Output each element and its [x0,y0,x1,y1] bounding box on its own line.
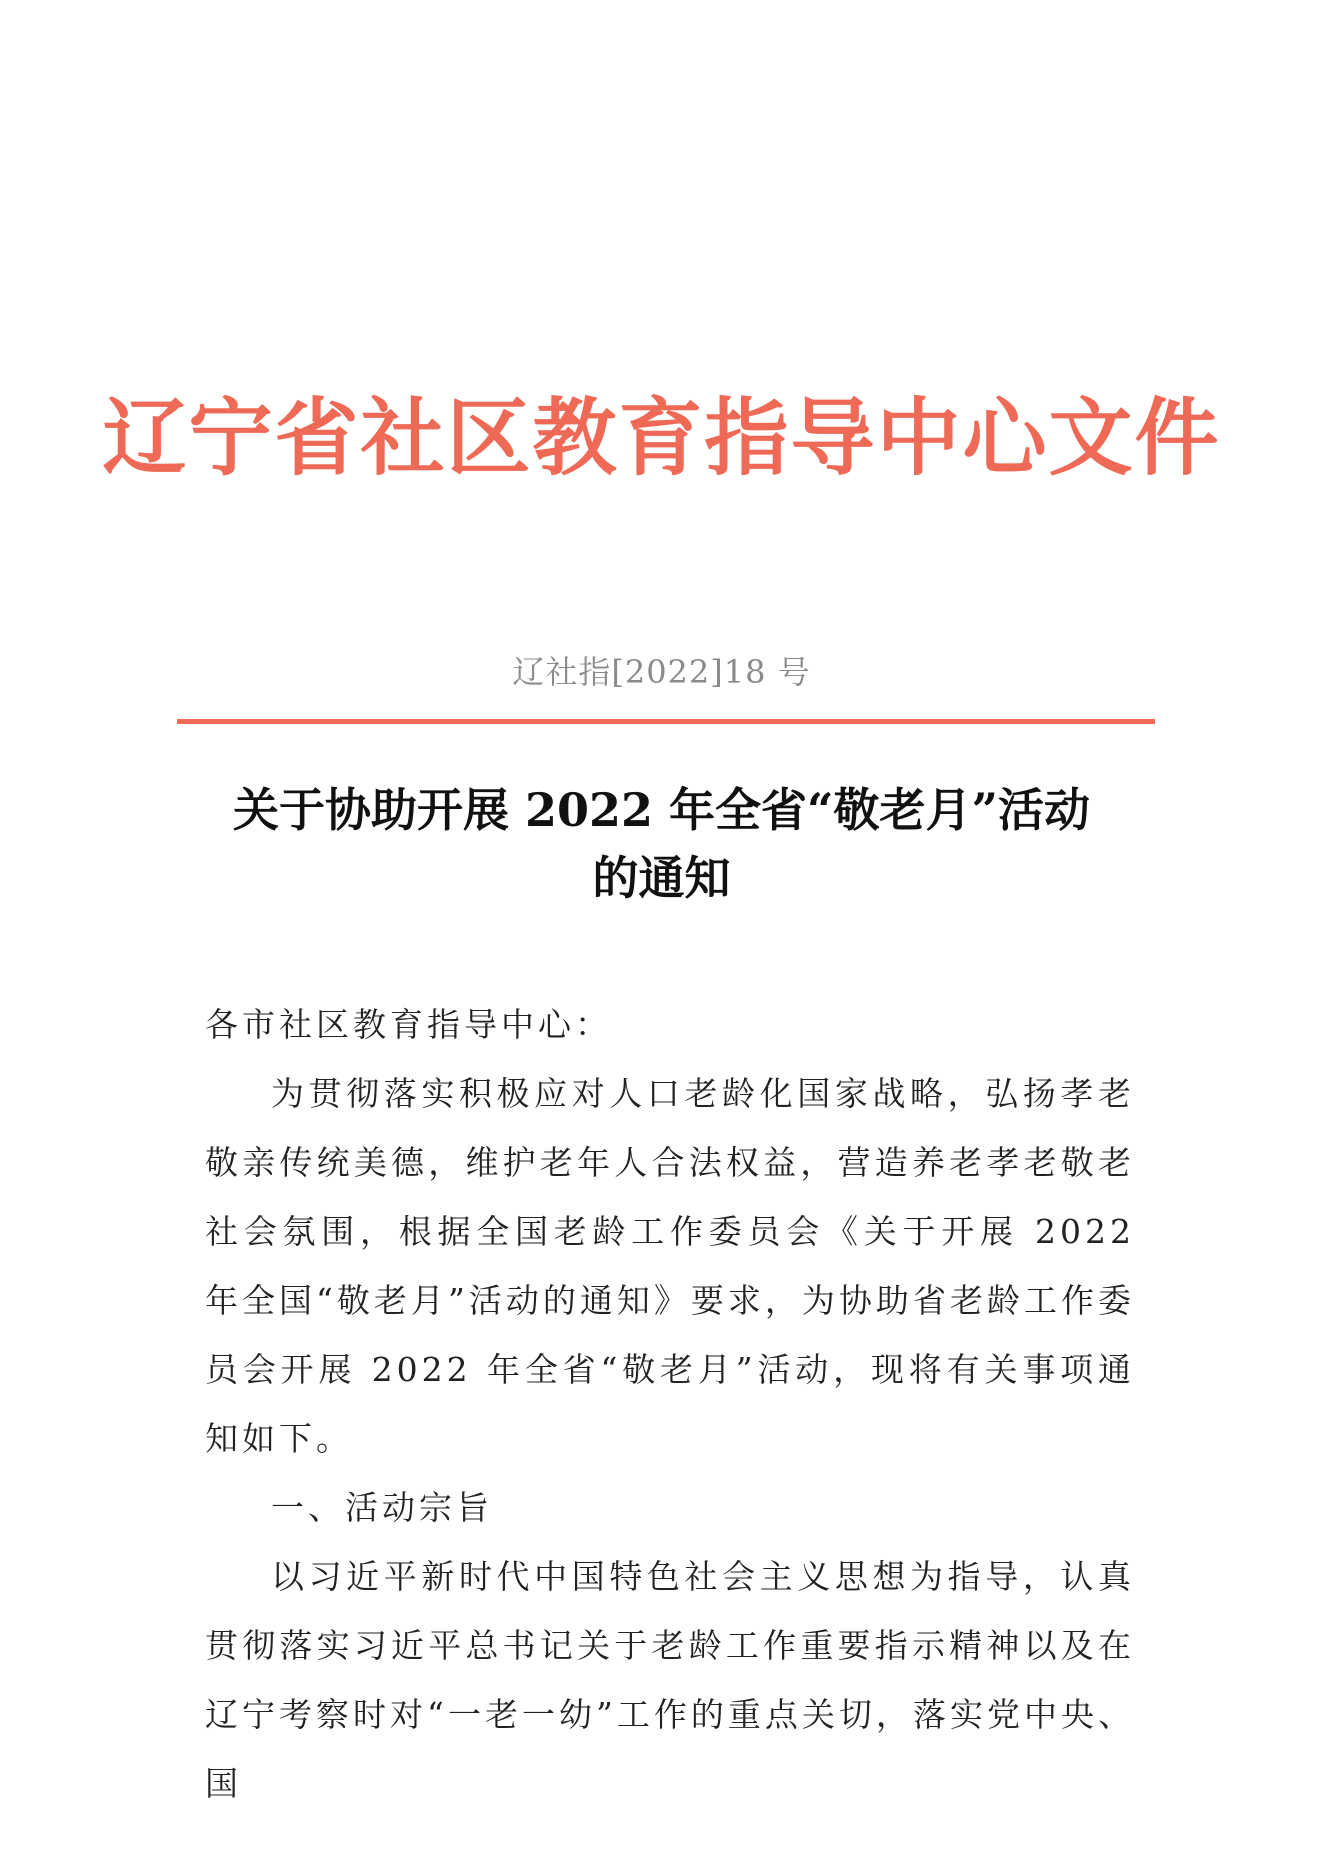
document-number: 辽社指[2022]18 号 [512,653,811,691]
notice-body [205,990,1135,1818]
salutation: 各市社区教育指导中心： [205,1005,612,1044]
paragraph-purpose: 以习近平新时代中国特色社会主义思想为指导，认真贯彻落实习近平总书记关于老龄工作重要指示精神以及在辽宁考察时对“一老一幼”工作的重点关切，落实党中央、国 [205,1557,1135,1803]
notice-title-line-2: 的通知 [592,851,731,905]
notice-title-line-1: 关于协助开展 2022 年全省“敬老月”活动 [233,783,1090,837]
paragraph-intro: 为贯彻落实积极应对人口老龄化国家战略，弘扬孝老敬亲传统美德，维护老年人合法权益，营造养老孝老敬老社会氛围，根据全国老龄工作委员会《关于开展 2022 年全国“敬老月”活动的通知》要求，为协助省老龄工作委员会开展 2022 年全省“敬老月”活动，现将有关事项通知如下。 [205,1074,1135,1458]
notice-title [190,776,1133,912]
document-header-title: 辽宁省社区教育指导中心文件 [102,389,1221,487]
header-divider-line [177,719,1155,724]
section-heading-purpose: 一、活动宗旨 [271,1488,493,1527]
